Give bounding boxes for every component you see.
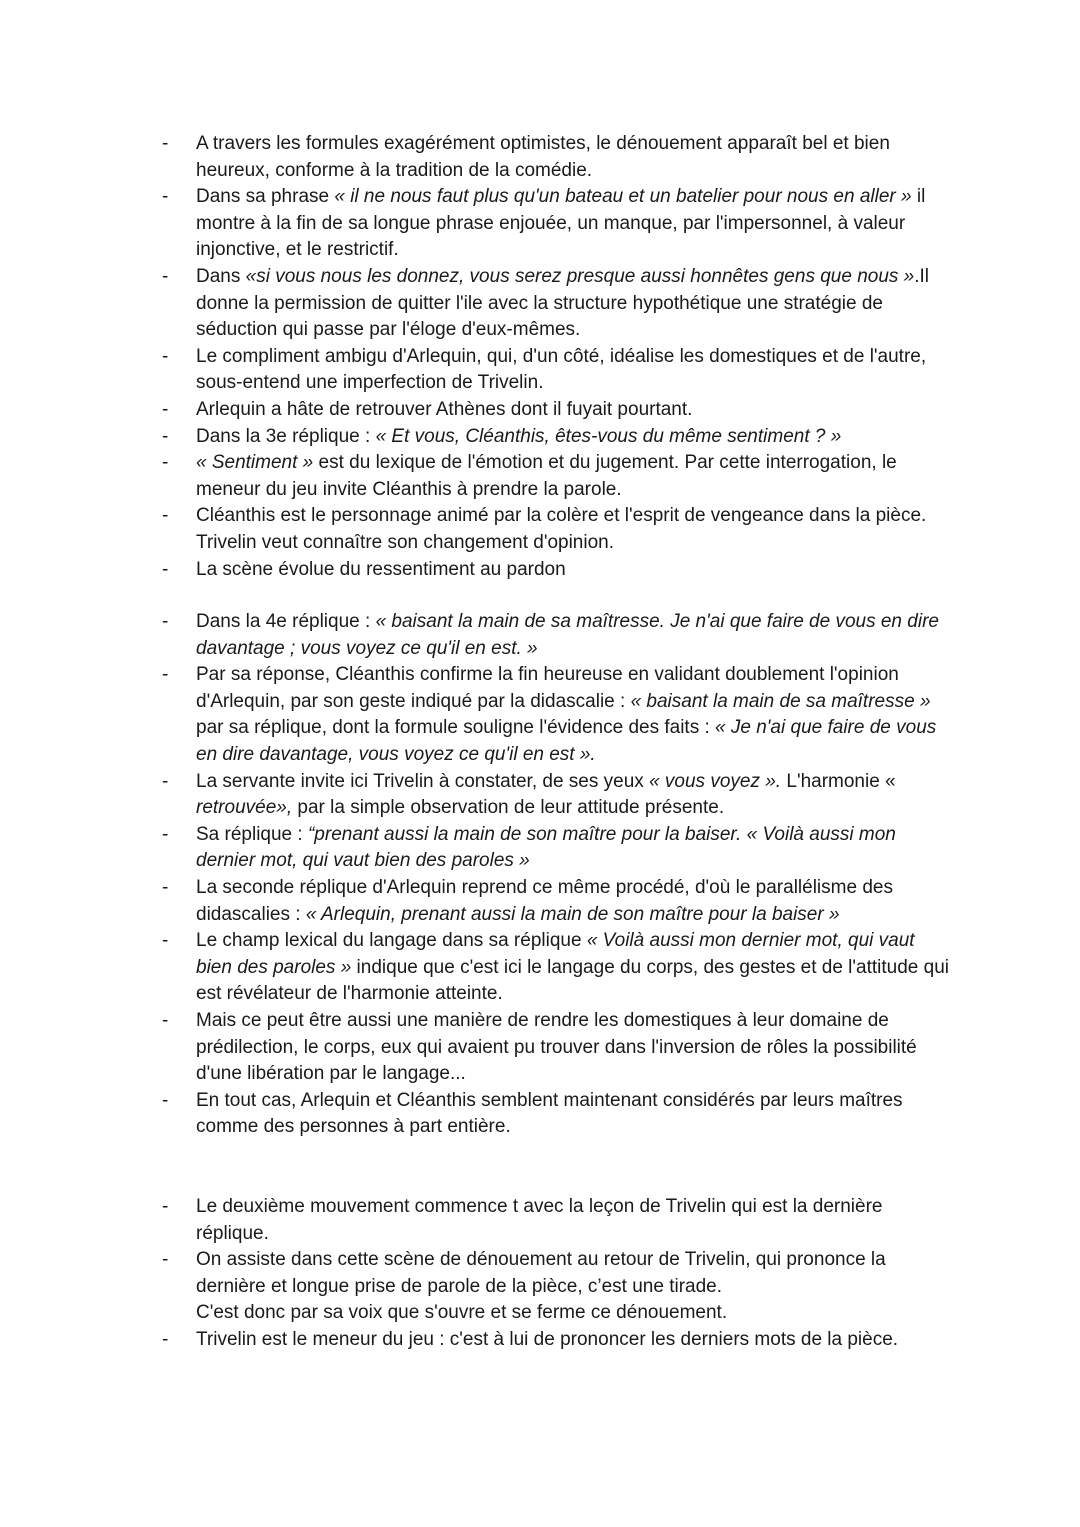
list-item xyxy=(0,557,1080,584)
bullet-dash: - xyxy=(162,823,169,845)
item-text xyxy=(196,769,952,822)
section-second-movement xyxy=(0,1194,1080,1354)
bullet-dash: - xyxy=(162,876,169,898)
item-text xyxy=(196,557,952,584)
quote-segment: « Voilà aussi mon dernier mot, qui vaut bien des paroles » xyxy=(196,930,915,978)
quote-segment: « Je n'ai que faire de vous en dire davantage, vous voyez ce qu'il en est ». xyxy=(196,717,937,765)
bullet-dash: - xyxy=(162,1089,169,1111)
quote-segment: « il ne nous faut plus qu'un bateau et un batelier pour nous en aller » xyxy=(334,186,912,208)
item-text xyxy=(196,344,952,397)
item-text xyxy=(196,397,952,424)
text-segment: On assiste dans cette scène de dénouement au retour de Trivelin, qui prononce la dernière et longue prise de parole de la pièce, c’est une tirade. xyxy=(196,1249,886,1297)
bullet-dash: - xyxy=(162,265,169,287)
section-first-movement-part1 xyxy=(0,131,1080,583)
text-segment: Sa réplique : xyxy=(196,823,308,845)
bullet-dash: - xyxy=(162,611,169,632)
text-segment: Le compliment ambigu d'Arlequin, qui, d'un côté, idéalise les domestiques et de l'autre, sous-entend une imperfection de Trivelin. xyxy=(196,345,927,394)
bullet-dash: - xyxy=(162,398,169,420)
quote-segment: “prenant aussi la main de son maître pour la baiser. « Voilà aussi mon dernier mot, qui vaut bien des paroles » xyxy=(196,823,896,872)
item-text xyxy=(196,1194,952,1247)
item-text xyxy=(196,662,952,768)
list-item xyxy=(0,450,1080,503)
item-text xyxy=(196,184,952,264)
text-segment: Par sa réponse, Cléanthis confirme la fin heureuse en validant doublement l'opinion d'Arlequin, par son geste indiqué par la didascalie : xyxy=(196,664,899,712)
bullet-dash: - xyxy=(162,1196,169,1217)
list-item xyxy=(0,662,1080,768)
list-item xyxy=(0,928,1080,1008)
text-segment: A travers les formules exagérément optimistes, le dénouement apparaît bel et bien heureux, conforme à la tradition de la comédie. xyxy=(196,133,890,181)
text-segment: Le champ lexical du langage dans sa réplique xyxy=(196,930,587,952)
list-item xyxy=(0,424,1080,451)
list-item xyxy=(0,1088,1080,1141)
bullet-dash: - xyxy=(162,425,169,447)
text-segment: indique que c'est ici le langage du corps, des gestes et de l'attitude qui est révélateur de l'harmonie atteinte. xyxy=(196,956,949,1005)
list-item xyxy=(0,609,1080,662)
item-text xyxy=(196,264,952,344)
item-text xyxy=(196,1327,952,1354)
item-text xyxy=(196,503,952,556)
text-segment: Cléanthis est le personnage animé par la colère et l'esprit de vengeance dans la pièce. Trivelin veut connaître son changement d'opinion. xyxy=(196,505,927,553)
text-segment: est du lexique de l'émotion et du jugement. Par cette interrogation, le meneur du jeu invite Cléanthis à prendre la parole. xyxy=(196,452,897,500)
bullet-dash: - xyxy=(162,1249,169,1271)
text-segment: La seconde réplique d'Arlequin reprend ce même procédé, d'où le parallélisme des didascalies : xyxy=(196,876,893,925)
text-segment: Dans la 3e réplique : xyxy=(196,425,376,447)
text-segment: Dans sa phrase xyxy=(196,186,335,208)
item-text xyxy=(196,131,952,184)
list-item xyxy=(0,875,1080,928)
item-text xyxy=(196,424,952,451)
text-segment: La servante invite ici Trivelin à constater, de ses yeux xyxy=(196,770,650,792)
text-segment: Mais ce peut être aussi une manière de rendre les domestiques à leur domaine de prédilection, le corps, eux qui avaient pu trouver dans l'inversion de rôles la possibilité d'une libération par le langage... xyxy=(196,1009,917,1085)
item-text xyxy=(196,875,952,928)
list-item xyxy=(0,1008,1080,1088)
item-text xyxy=(196,1247,952,1300)
item-text xyxy=(196,1300,952,1327)
list-item xyxy=(0,131,1080,184)
list-item xyxy=(0,397,1080,424)
quote-segment: « vous voyez ». xyxy=(649,770,782,792)
bullet-dash: - xyxy=(162,186,169,208)
text-segment: il montre à la fin de sa longue phrase enjouée, un manque, par l'impersonnel, à valeur injonctive, et le restrictif. xyxy=(196,186,926,261)
bullet-dash: - xyxy=(162,664,169,686)
bullet-dash: - xyxy=(162,770,169,792)
text-segment: La scène évolue du ressentiment au pardon xyxy=(196,558,566,580)
bullet-dash: - xyxy=(162,558,169,580)
quote-segment: « Arlequin, prenant aussi la main de son maître pour la baiser » xyxy=(305,903,840,925)
text-segment: par sa réplique, dont la formule souligne l'évidence des faits : xyxy=(196,717,716,739)
text-segment: Dans la 4e réplique : xyxy=(196,611,376,632)
bullet-dash: - xyxy=(162,930,169,952)
item-text xyxy=(196,609,952,662)
list-item xyxy=(0,264,1080,344)
text-segment: L'harmonie « xyxy=(781,770,896,792)
list-item xyxy=(0,1327,1080,1354)
list-item xyxy=(0,822,1080,875)
bullet-dash: - xyxy=(162,345,169,367)
list-item xyxy=(0,184,1080,264)
bullet-dash: - xyxy=(162,505,169,527)
text-segment: En tout cas, Arlequin et Cléanthis semblent maintenant considérés par leurs maîtres comme des personnes à part entière. xyxy=(196,1089,903,1138)
item-text xyxy=(196,450,952,503)
bullet-dash: - xyxy=(162,452,169,474)
bullet-dash: - xyxy=(162,133,169,154)
section-first-movement-part2 xyxy=(0,609,1080,1141)
text-segment: Le deuxième mouvement commence t avec la leçon de Trivelin qui est la dernière réplique. xyxy=(196,1196,883,1244)
text-segment: Dans xyxy=(196,265,246,287)
quote-segment: retrouvée», xyxy=(196,797,293,819)
list-item xyxy=(0,1194,1080,1247)
text-segment: Arlequin a hâte de retrouver Athènes dont il fuyait pourtant. xyxy=(196,398,693,420)
bullet-dash: - xyxy=(162,1328,169,1350)
item-text xyxy=(196,822,952,875)
item-text xyxy=(196,1088,952,1141)
bullet-dash: - xyxy=(162,1009,169,1031)
quote-segment: «si vous nous les donnez, vous serez presque aussi honnêtes gens que nous » xyxy=(245,265,915,287)
text-segment: par la simple observation de leur attitude présente. xyxy=(292,797,725,819)
list-item xyxy=(0,344,1080,397)
text-segment: Trivelin est le meneur du jeu : c'est à lui de prononcer les derniers mots de la pièce. xyxy=(196,1328,899,1350)
item-text xyxy=(196,1008,952,1088)
text-segment: .Il donne la permission de quitter l'ile avec la structure hypothétique une stratégie de séduction qui passe par l'éloge d'eux-mêmes. xyxy=(196,265,930,341)
quote-segment: « Et vous, Cléanthis, êtes-vous du même sentiment ? » xyxy=(375,425,842,447)
quote-segment: « baisant la main de sa maîtresse. Je n'ai que faire de vous en dire davantage ; vous voyez ce qu'il en est. » xyxy=(196,611,939,659)
list-item xyxy=(0,769,1080,822)
text-segment: C'est donc par sa voix que s'ouvre et se ferme ce dénouement. xyxy=(196,1302,728,1324)
list-item xyxy=(0,1247,1080,1327)
list-item xyxy=(0,503,1080,556)
quote-segment: « baisant la main de sa maîtresse » xyxy=(630,690,931,712)
item-text xyxy=(196,928,952,1008)
quote-segment: « Sentiment » xyxy=(196,452,314,474)
